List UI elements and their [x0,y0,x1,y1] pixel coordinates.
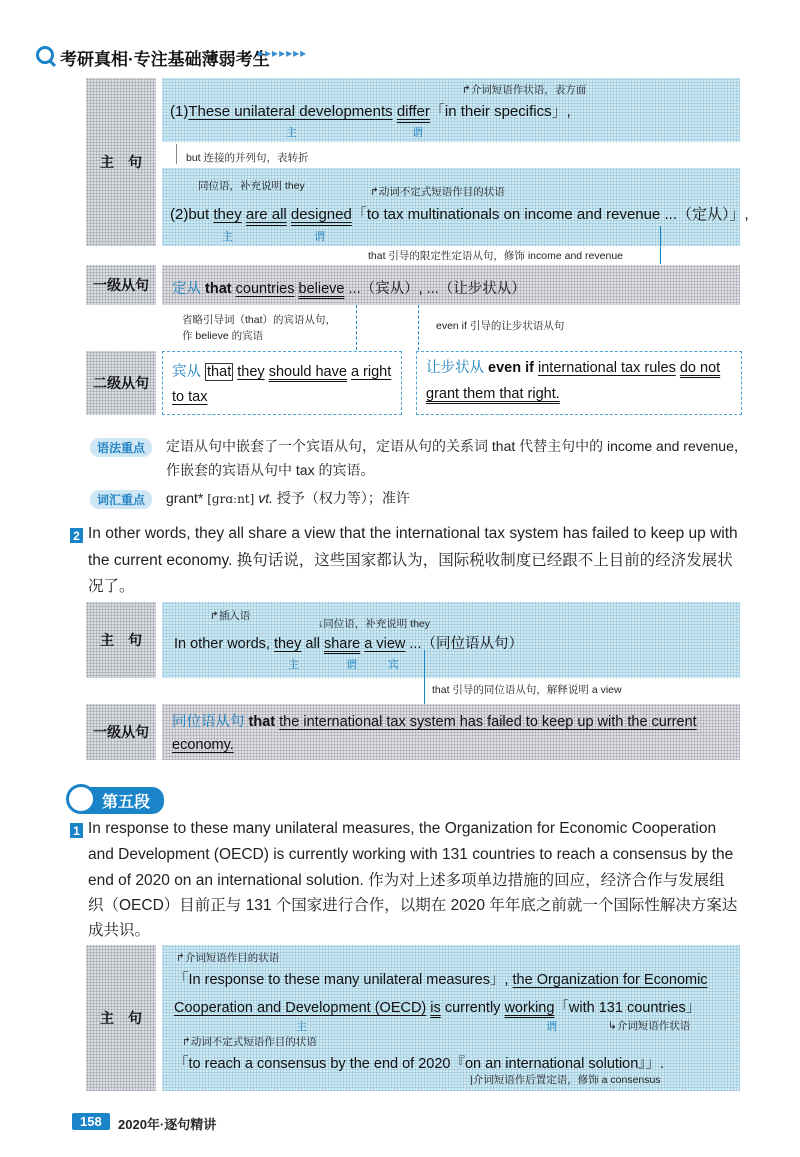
item2-level1-line1: 同位语从句 that the international tax system has failed to keep up with the current [172,714,697,730]
item-number-2: 2 [70,528,83,543]
page-number: 158 [72,1113,110,1130]
item2-level1-label: 一级从句 [86,704,156,760]
annotation-omitted-1: 省略引导词（that）的宾语从句， [182,314,337,326]
item3-line3: end of 2020 on an international solution. 作为对上述多项单边措施的回应，经济合作与发展组 [88,872,725,889]
annotation-but: but 连接的并列句，表转折 [186,152,309,164]
item3-annotation-post: |介词短语作后置定语，修饰 a consensus [470,1074,661,1086]
item3-main-label: 主 句 [86,945,156,1091]
sentence-2: (2)but they are all designed「to tax multinationals on income and revenue ...（定从）」, [170,206,749,223]
grammar-note-2: 作嵌套的宾语从句中 tax 的宾语。 [166,462,375,478]
level2a-line2: to tax [172,389,208,405]
annotation-omitted-2: 作 believe 的宾语 [182,330,264,342]
item2-tag-object: 宾 [388,659,399,671]
item3-annotation-prep: ↱介词短语作目的状语 [176,952,280,964]
vocab-badge: 词汇重点 [90,490,152,509]
bracket-line [176,144,177,164]
section-search-icon [66,784,96,814]
annotation-that-clause: that 引导的限定性定语从句，修饰 income and revenue [368,250,623,262]
item3-line1: In response to these many unilateral measures, the Organization for Economic Cooperation [88,820,717,837]
annotation-even-if: even if 引导的让步状语从句 [436,320,565,332]
item3-line2: and Development (OECD) is currently working with 131 countries to reach a consensus by the [88,846,734,863]
item2-line3: 况了。 [88,578,135,595]
level2b-line1: 让步状从 even if international tax rules do not [426,360,721,376]
grammar-note-1: 定语从句中嵌套了一个宾语从句，定语从句的关系词 that 代替主句中的 income and revenue， [166,438,748,454]
level2b-line2: grant them that right. [426,386,560,402]
level1-label: 一级从句 [86,265,156,305]
item2-main-label: 主 句 [86,602,156,678]
item2-annotation-appos: ↓同位语，补充说明 they [318,618,431,630]
grammar-badge: 语法重点 [90,438,152,457]
header-title: 考研真相·专注基础薄弱考生 [60,50,270,69]
item2-level1-line2: economy. [172,737,234,753]
item3-annotation-infinitive: ↱动词不定式短语作目的状语 [182,1036,317,1048]
header-arrows: ▸▸▸▸▸▸▸ [258,46,308,60]
sentence-1: (1)These unilateral developments differ「in their specifics」, [170,103,571,120]
level2a-line1: 宾从 that they should have a right [172,364,392,380]
item3-line4: 织（OECD）目前正与 131 个国家进行合作，以期在 2020 年年底之前就一个国际性解决方案达 [88,897,738,914]
connector-dashed-1 [356,305,357,350]
item3-sentence-2: Cooperation and Development (OECD) is currently working「with 131 countries」 [174,1000,701,1016]
item2-connector [424,650,425,704]
item3-sentence-3: 「to reach a consensus by the end of 2020『on an international solution』」. [174,1056,665,1072]
item-number-1: 1 [70,823,83,838]
item2-annotation-that: that 引导的同位语从句，解释说明 a view [432,684,622,696]
item3-tag-predicate: 谓 [546,1021,557,1033]
item3-annotation-prep2: ↳介词短语作状语 [608,1020,691,1032]
item3-sentence-1: 「In response to these many unilateral measures」, the Organization for Economic [174,972,708,988]
tag-predicate: 谓 [412,127,423,139]
annotation-infinitive: ↱动词不定式短语作目的状语 [370,186,505,198]
connector-dashed-2 [418,305,419,350]
tag-subject-2: 主 [222,231,233,243]
book-title: 2020年·逐句精讲 [118,1117,217,1132]
connector-line [660,226,661,264]
item2-sentence: In other words, they all share a view ...（同位语从句） [174,636,523,652]
item2-line1: In other words, they all share a view that the international tax system has failed to keep up with [88,525,738,542]
level1-sentence: 定从 that countries believe ...（宾从）, ...（让步状从） [172,281,526,297]
tag-subject: 主 [286,127,297,139]
item2-line2: the current economy. 换句话说，这些国家都认为，国际税收制度已经跟不上目前的经济发展状 [88,552,733,569]
level2-label: 二级从句 [86,351,156,415]
section-title: 第五段 [72,787,164,814]
vocab-entry: grant* [ɡrɑːnt] vt. 授予（权力等）；准许 [166,490,410,506]
item2-annotation-insert: ↱插入语 [210,610,251,622]
item3-tag-subject: 主 [296,1021,307,1033]
tag-predicate-2: 谓 [314,231,325,243]
main-clause-label: 主 句 [86,78,156,246]
search-icon [36,46,54,64]
item2-tag-subject: 主 [288,659,299,671]
item2-tag-predicate: 谓 [346,659,357,671]
annotation-prep: ↱介词短语作状语，表方面 [462,84,587,96]
item3-line5: 成共识。 [88,922,151,939]
annotation-appositive: 同位语，补充说明 they [198,180,305,192]
